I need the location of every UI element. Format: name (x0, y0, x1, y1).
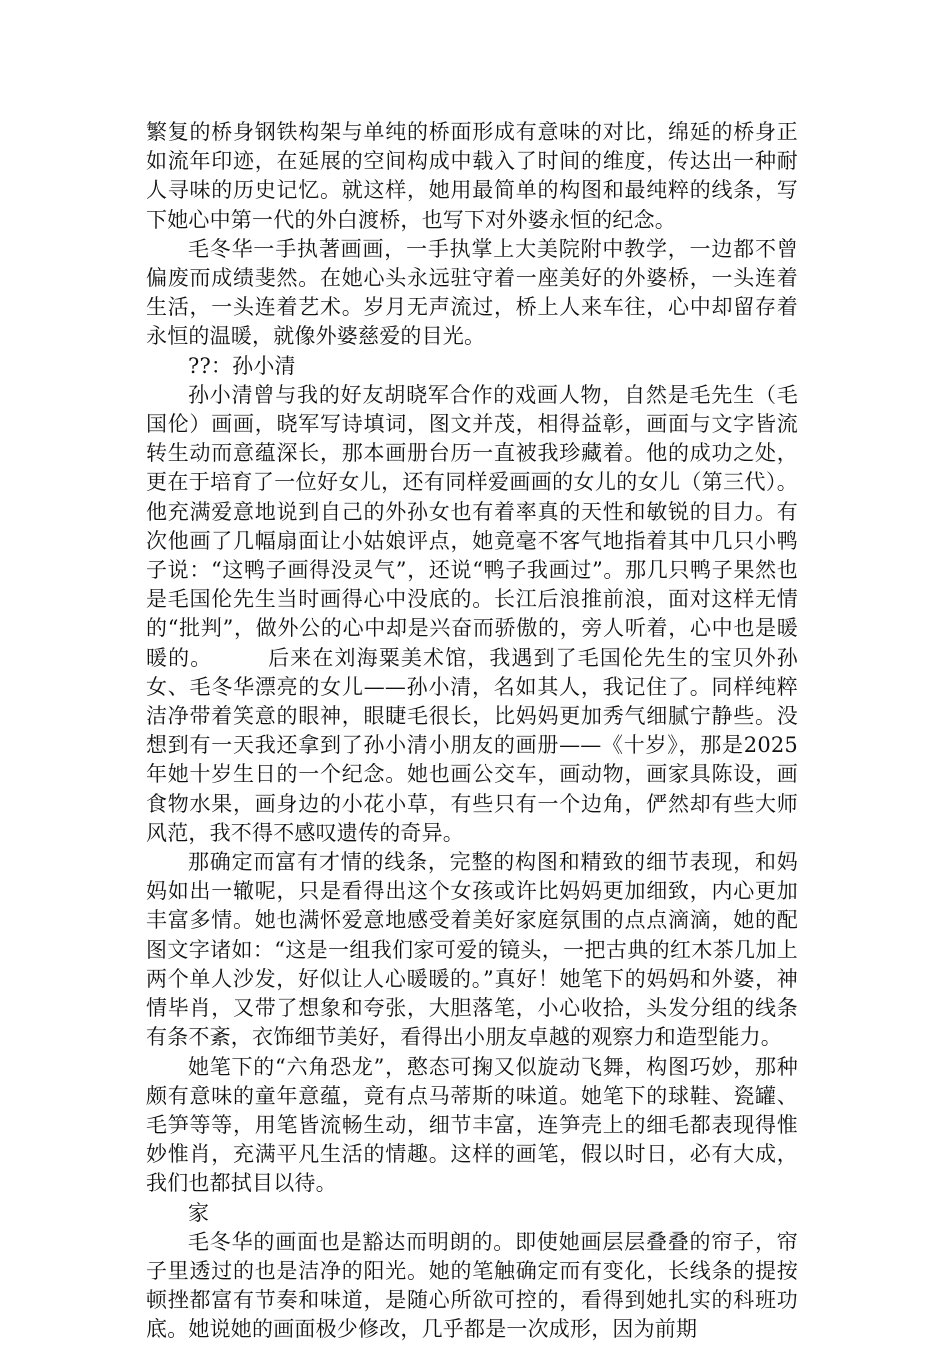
paragraph-mao-donghua-painting: 毛冬华的画面也是豁达而明朗的。即使她画层层叠叠的帘子，帘子里透过的也是洁净的阳光。她的笔触确定而有变化，长线条的提按顿挫都富有节奏和味道，是随心所欲可控的，看得到她扎实的科班功底。她说她的画面极少修改，几乎都是一次成形，因为前期 (146, 1229, 798, 1342)
paragraph-sun-xiaoqing-intro: 孙小清曾与我的好友胡晓军合作的戏画人物，自然是毛先生（毛国伦）画画，晓军写诗填词，图文并茂，相得益彰，画面与文字皆流转生动而意蕴深长，那本画册台历一直被我珍藏着。他的成功之处，更在于培育了一位好女儿，还有同样爱画画的女儿的女儿（第三代）。他充满爱意地说到自己的外孙女也有着率真的天性和敏锐的目力。有次他画了几幅扇面让小姑娘评点，她竟毫不客气地指着其中几只小鸭子说：“这鸭子画得没灵气”，还说“鸭子我画过”。那几只鸭子果然也是毛国伦先生当时画得心中没底的。长江后浪推前浪，面对这样无情的“批判”，做外公的心中却是兴奋而骄傲的，旁人听着，心中也是暖暖的。 后来在刘海粟美术馆，我遇到了毛国伦先生的宝贝外孙女、毛冬华漂亮的女儿——孙小清，名如其人，我记住了。同样纯粹洁净带着笑意的眼神，眼睫毛很长，比妈妈更加秀气细腻宁静些。没想到有一天我还拿到了孙小清小朋友的画册——《十岁》，那是2025年她十岁生日的一个纪念。她也画公交车，画动物，画家具陈设，画食物水果，画身边的小花小草，有些只有一个边角，俨然却有些大师风范，我不得不感叹遗传的奇异。 (146, 382, 798, 845)
paragraph-mao-donghua-teaching: 毛冬华一手执著画画，一手执掌上大美院附中教学，一边都不曾偏废而成绩斐然。在她心头永远驻守着一座美好的外婆桥，一头连着生活，一头连着艺术。岁月无声流过，桥上人来车往，心中却留存着永恒的温暖，就像外婆慈爱的目光。 (146, 236, 798, 349)
document-body (146, 118, 798, 1345)
paragraph-lines-and-details: 那确定而富有才情的线条，完整的构图和精致的细节表现，和妈妈如出一辙呢，只是看得出这个女孩或许比妈妈更加细致，内心更加丰富多情。她也满怀爱意地感受着美好家庭氛围的点点滴滴，她的配图文字诸如：“这是一组我们家可爱的镜头，一把古典的红木茶几加上两个单人沙发，好似让人心暖暖的。”真好！她笔下的妈妈和外婆，神情毕肖，又带了想象和夸张，大胆落笔，小心收拾，头发分组的线条有条不紊，衣饰细节美好，看得出小朋友卓越的观察力和造型能力。 (146, 850, 798, 1050)
paragraph-six-horn-dragon: 她笔下的“六角恐龙”，憨态可掬又似旋动飞舞，构图巧妙，那种颇有意味的童年意蕴，竟有点马蒂斯的味道。她笔下的球鞋、瓷罐、毛笋等等，用笔皆流畅生动，细节丰富，连笋壳上的细毛都表现得惟妙惟肖，充满平凡生活的情趣。这样的画笔，假以时日，必有大成，我们也都拭目以待。 (146, 1054, 798, 1196)
section-heading-sun-xiaoqing: ??：孙小清 (188, 353, 296, 378)
paragraph-bridge-memory: 繁复的桥身钢铁构架与单纯的桥面形成有意味的对比，绵延的桥身正如流年印迹，在延展的空间构成中载入了时间的维度，传达出一种耐人寻味的历史记忆。就这样，她用最简单的构图和最纯粹的线条，写下她心中第一代的外白渡桥，也写下对外婆永恒的纪念。 (146, 120, 798, 232)
section-heading-home: 家 (188, 1200, 210, 1225)
